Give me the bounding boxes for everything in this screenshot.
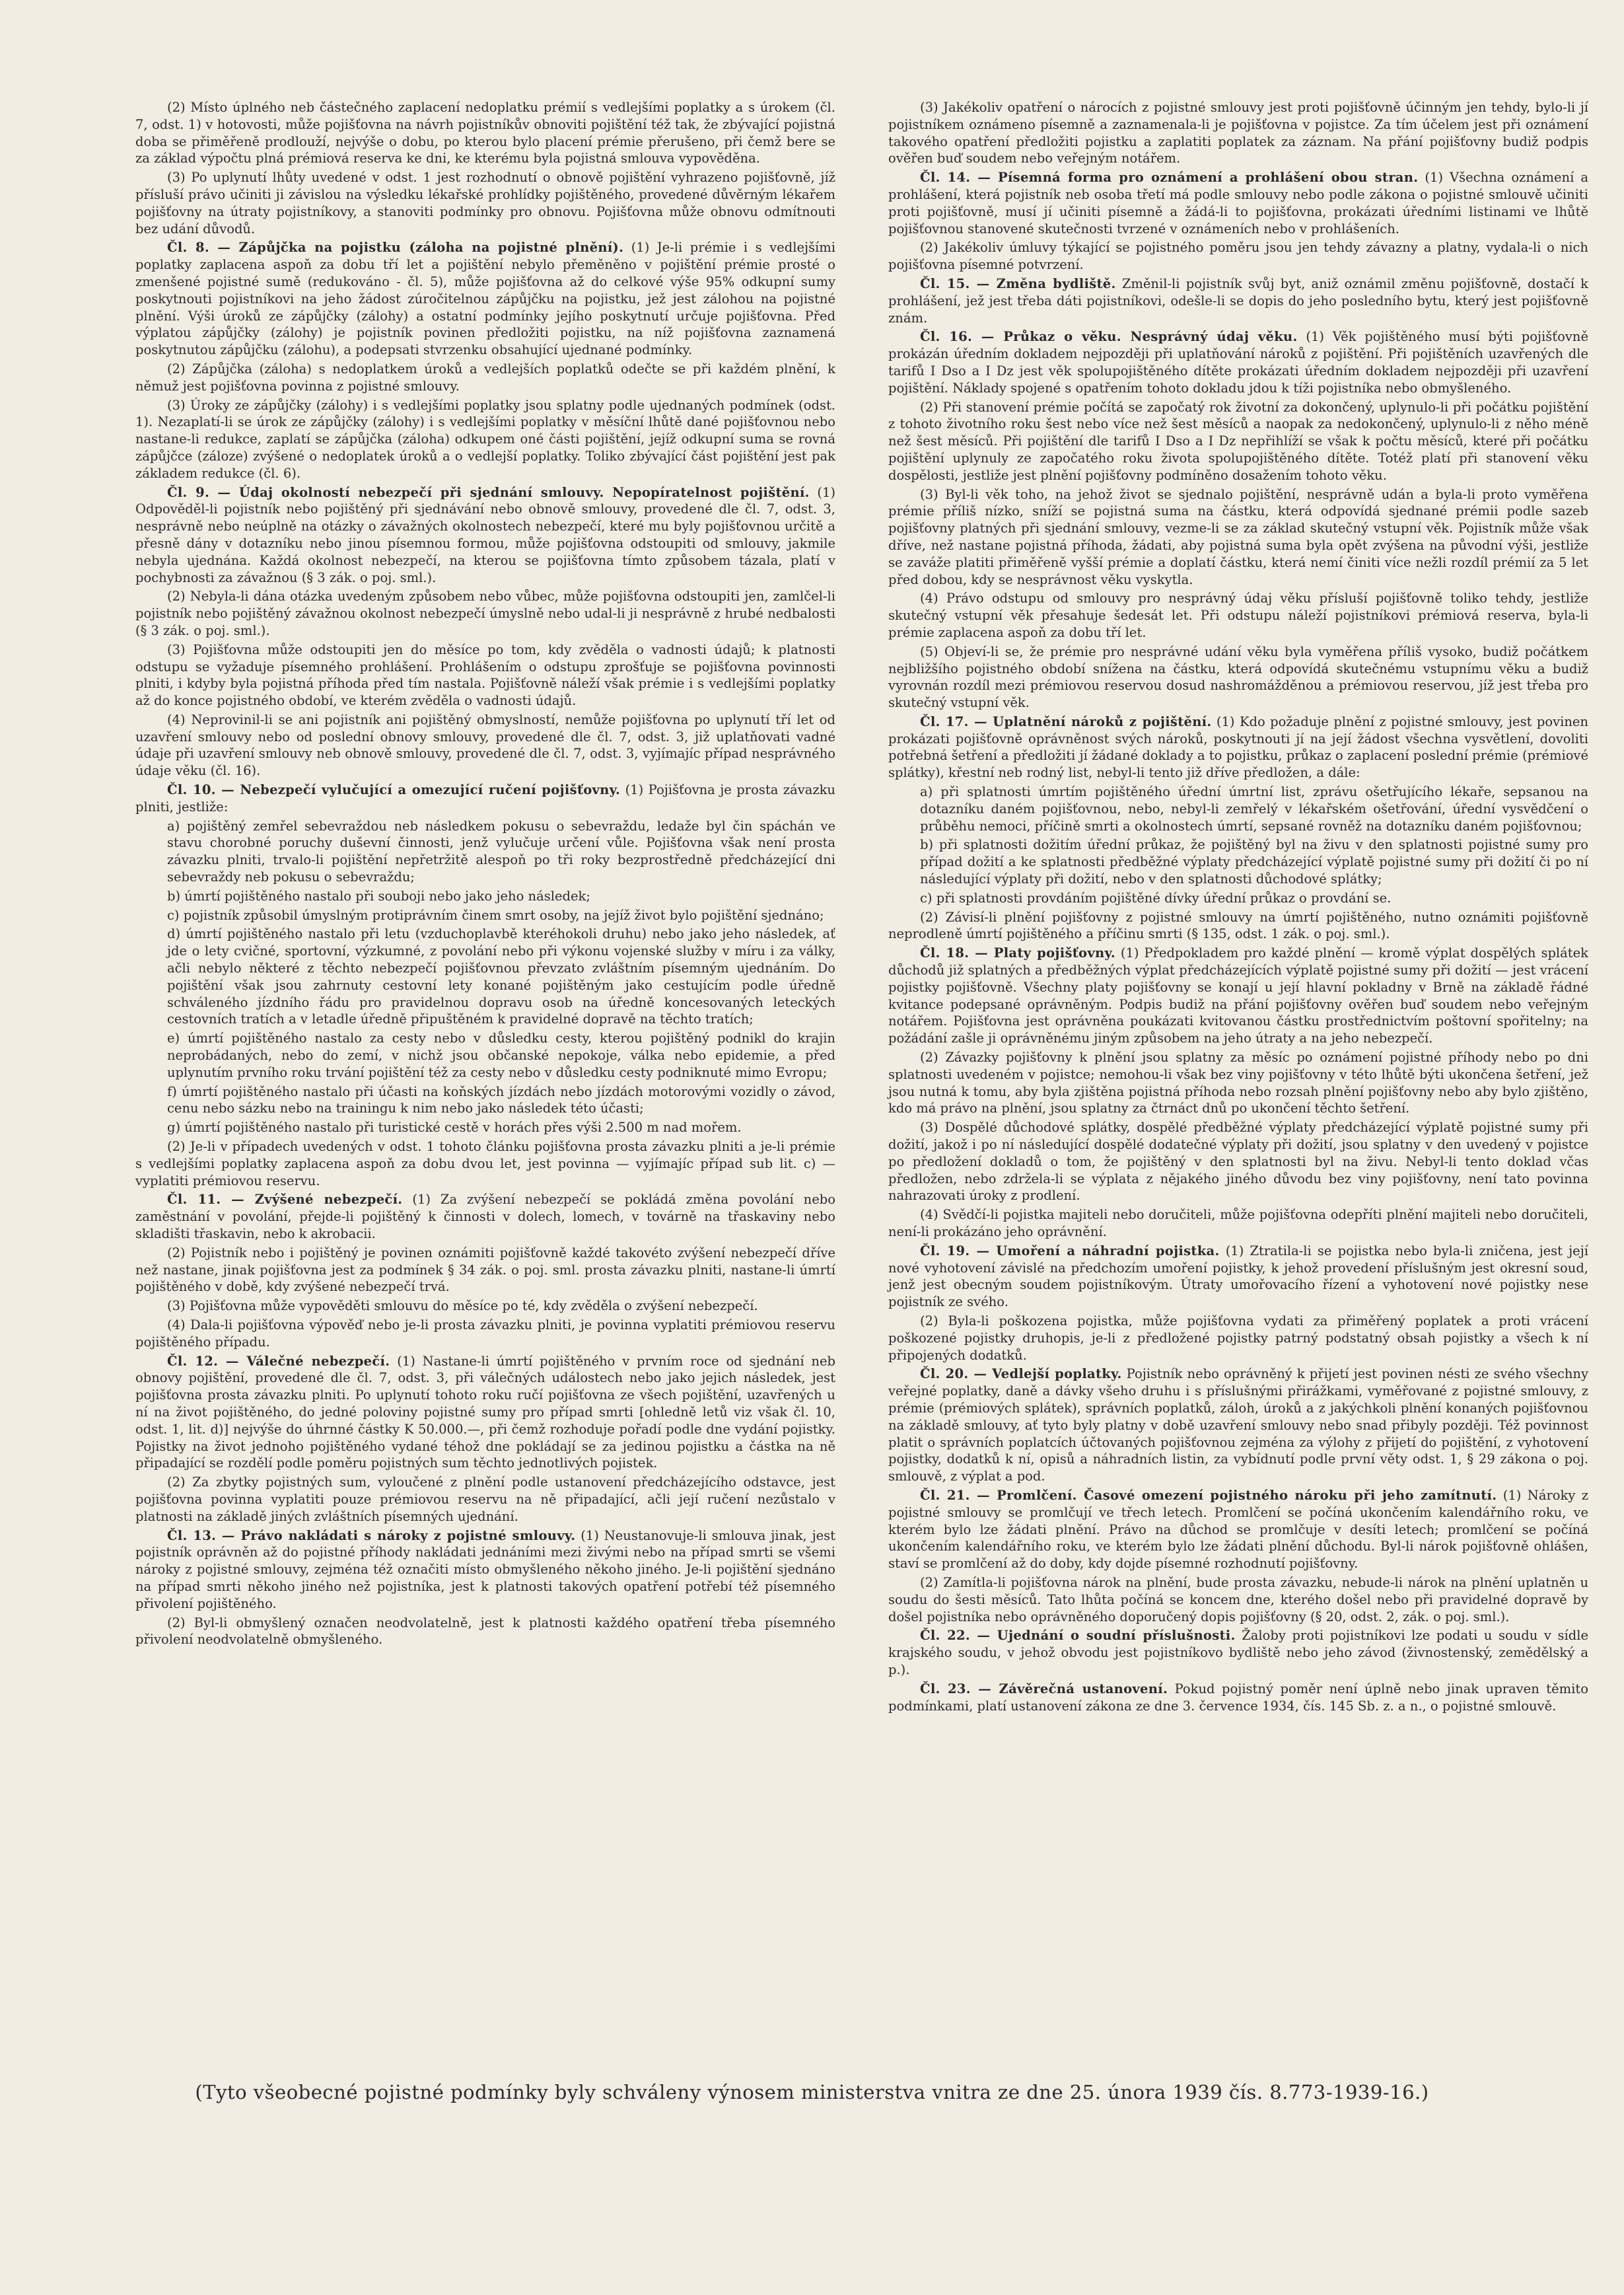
article-paragraph bbox=[888, 1627, 1588, 1678]
paragraph-text: (2) Místo úplného neb částečného zaplacení nedoplatku prémií s vedlejšími poplatky a s úrokem (čl. 7, odst. 1) v hotovosti, může pojišťovna na návrh pojistníkův obnoviti pojištění též tak, že zbývající pojistná doba se přiměřeně prodlouží, nejvýše o dobu, po kterou bylo placení prémie přerušeno, při čemž bere se za základ výpočtu plná prémiová reserva ke dni, ke kterému byla pojistná smlouva vypověděna. bbox=[135, 100, 835, 166]
paragraph-text: Pojistník nebo oprávněný k přijetí jest povinen nésti ze svého všechny veřejné poplatky, daně a dávky všeho druhu i s příslušnými přirážkami, vyměřované z pojistné smlouvy, z prémie (prémiových splátek), správních poplatků, záloh, úroků a z jakýchkoli plnění konaných pojišťovnou na základě smlouvy, ať tyto byly platny v době uzavření smlouvy nebo snad přibyly později. Též povinnost platit o správních poplatcích účtovaných pojišťovnou zejména za výlohy z přijetí do pojištění, z vyhotovení pojistky, dodatků k ní, opisů a náhradních listin, za vybídnutí podle první věty odst. 1, § 29 zákona o poj. smlouvě, z výplat a pod. bbox=[888, 1366, 1589, 1484]
paragraph-text: Změnil-li pojistník svůj byt, aniž oznámil změnu pojišťovně, dostačí k prohlášení, jež jest třeba dáti pojistníkovi, odešle-li se dopis do jeho posledního bytu, který jest pojišťovně znám. bbox=[888, 275, 1588, 326]
paragraph-text: (2) Při stanovení prémie počítá se započatý rok životní za dokončený, uplynulo-li při počátku pojištění z tohoto životního roku šest nebo více než šest měsíců a naopak za nedokončený, uplynulo-li z něho méně než šest měsíců. Při pojištění dle tarifů I Dso a I Dz nepřihlíží se však k počtu měsíců, které při počátku pojištění uplynuly ze započatého roku života spolupojištěného dítěte. Totéž platí při stanovení věku dospělosti, jestliže jest plnění pojišťovny podmíněno dosažením tohoto věku. bbox=[888, 399, 1588, 483]
article-heading: Čl. 19. — Umoření a náhradní pojistka. bbox=[920, 1243, 1220, 1258]
article-paragraph bbox=[135, 239, 835, 359]
list-item bbox=[135, 926, 835, 1028]
paragraph-text: (4) Neprovinil-li se ani pojistník ani pojištěný obmyslností, nemůže pojišťovna po uplynutí tří let od uzavření smlouvy nebo od poslední obnovy smlouvy, provedené dle čl. 7, odst. 3, již uplatňovati vadné údaje při uzavření smlouvy neb obnově smlouvy, provedené dle čl. 7, odst. 3, vyjímajíc případ nesprávného údaje věku (čl. 16). bbox=[135, 711, 835, 779]
paragraph-text: (2) Pojistník nebo i pojištěný je povinen oznámiti pojišťovně každé takovéto zvýšení nebezpečí dříve než nastane, jinak pojišťovna jest za podmínek § 34 zák. o poj. sml. prosta závazku plniti, nastane-li úmrtí pojištěného v době, kdy zvýšené nebezpečí trvá. bbox=[135, 1245, 835, 1295]
article-heading: Čl. 11. — Zvýšené nebezpečí. bbox=[167, 1192, 403, 1208]
paragraph-text: a) při splatnosti úmrtím pojištěného úřední úmrtní list, zprávu ošetřujícího lékaře, sepsanou na dotazníku daném pojišťovnou, nebo, nebyl-li zemřelý v lékařském ošetřování, úřední vysvědčení o průběhu nemoci, příčině smrti a okolnostech úmrtí, sepsané rovněž na dotazníku daném pojišťovnou; bbox=[920, 784, 1588, 834]
paragraph bbox=[888, 590, 1588, 641]
article-paragraph bbox=[888, 169, 1588, 237]
paragraph-text: c) pojistník způsobil úmyslným protiprávním činem smrt osoby, na jejíž život bylo pojištění sjednáno; bbox=[167, 907, 824, 923]
paragraph-text: (2) Závazky pojišťovny k plnění jsou splatny za měsíc po oznámení pojistné příhody nebo po dni splatnosti uvedeném v pojistce; nemohou-li však bez viny pojišťovny v této lhůtě býti ukončena šetření, jež jsou nutná k tomu, aby byla zjištěna pojistná příhoda nebo rozsah plnění pojišťovny nebo aby bylo zjištěno, kdo má právo na plnění, jsou splatny za čtrnáct dnů po ukončení těchto šetření. bbox=[888, 1050, 1588, 1116]
article-heading: Čl. 20. — Vedlejší poplatky. bbox=[920, 1366, 1122, 1382]
article-heading: Čl. 23. — Závěrečná ustanovení. bbox=[920, 1681, 1168, 1696]
list-item bbox=[135, 907, 835, 924]
list-item bbox=[888, 783, 1588, 834]
paragraph-text: (3) Úroky ze zápůjčky (zálohy) i s vedlejšími poplatky jsou splatny podle ujednaných podmínek (odst. 1). Nezaplatí-li se úrok ze zápůjčky (zálohy) i s vedlejšími poplatky v měsíční lhůtě dané pojišťovnou nebo nastane-li redukce, zaplatí se zápůjčka (záloha) odkupem oné části pojištění, jejíž odkupní suma se rovná zápůjčce (záloze) zvýšené o nedoplatek úroků a o vedlejší poplatky. Toliko zbývající část pojištění jest pak základem redukce (čl. 6). bbox=[135, 397, 835, 481]
paragraph bbox=[888, 1313, 1588, 1364]
paragraph bbox=[135, 1317, 835, 1351]
paragraph bbox=[888, 909, 1588, 943]
article-heading: Čl. 12. — Válečné nebezpečí. bbox=[167, 1353, 390, 1369]
article-paragraph bbox=[888, 328, 1588, 396]
paragraph bbox=[888, 399, 1588, 484]
paragraph-text: c) při splatnosti provdáním pojištěné dívky úřední průkaz o provdání se. bbox=[920, 890, 1392, 906]
paragraph-text: (3) Dospělé důchodové splátky, dospělé předběžné výplaty předcházející výplatě pojistné sumy při dožití, jakož i po ní následující dospělé dodatečné výplaty při dožití, jsou splatny v den uvedený v pojistce po předložení dokladů o tom, že pojištěný v den splatnosti byl na živu. Nebyl-li tento doklad včas předložen, nebo zdržela-li se výplata z nějakého jiného důvodu bez viny pojišťovny, není tato povinna nahrazovati úroky z prodlení. bbox=[888, 1120, 1588, 1204]
paragraph bbox=[135, 1615, 835, 1649]
paragraph-text: (2) Je-li v případech uvedených v odst. 1 tohoto článku pojišťovna prosta závazku plniti a je-li prémie s vedlejšími poplatky zaplacena aspoň za dobu dvou let, jest povinna — vyjímajíc případ sub lit. c) — vyplatiti prémiovou reservu. bbox=[135, 1139, 835, 1188]
list-item bbox=[888, 836, 1588, 887]
article-heading: Čl. 9. — Údaj okolností nebezpečí při sjednání smlouvy. Nepopíratelnost pojištění. bbox=[167, 484, 810, 500]
list-item bbox=[135, 1083, 835, 1118]
paragraph-text: (1) Všechna oznámení a prohlášení, která pojistník neb osoba třetí má podle smlouvy nebo podle zákona o pojistné smlouvě učiniti proti pojišťovně, musí jí učiniti písemně a žádá-li to pojišťovna, prokázati úředními listinami ve lhůtě pojišťovnou stanovené skutečnosti tvrzené v oznámeních nebo v prohlášeních. bbox=[888, 170, 1588, 237]
paragraph bbox=[888, 1206, 1588, 1241]
article-paragraph bbox=[888, 1243, 1588, 1311]
paragraph-text: (1) Věk pojištěného musí býti pojišťovně prokázán úředním dokladem nejpozději při uplatňování nároků z pojištění. Při pojištěních uzavřených dle tarifů I Dso a I Dz jest věk spolupojištěného dítěte prokázati úředním dokladem nejpozději při uzavření pojištění. Náklady spojené s opatřením tohoto dokladu jdou k tíži pojistníka nebo obmyšleného. bbox=[888, 329, 1588, 396]
article-heading: Čl. 14. — Písemná forma pro oznámení a prohlášení obou stran. bbox=[920, 170, 1419, 186]
article-heading: Čl. 8. — Zápůjčka na pojistku (záloha na pojistné plnění). bbox=[167, 240, 624, 256]
approval-footnote: (Tyto všeobecné pojistné podmínky byly schváleny výnosem ministerstva vnitra ze dne 25. února 1939 čís. 8.773-1939-16.) bbox=[195, 2081, 1429, 2103]
article-paragraph bbox=[888, 275, 1588, 326]
paragraph bbox=[888, 1119, 1588, 1204]
paragraph-text: (4) Právo odstupu od smlouvy pro nesprávný údaj věku přísluší pojišťovně toliko tehdy, jestliže skutečný vstupní věk přesahuje šedesát let. Při odstupu náleží pojistníkovi prémiová reserva, byla-li prémie zaplacena aspoň za dobu tří let. bbox=[888, 591, 1588, 640]
paragraph-text: (5) Objeví-li se, že prémie pro nesprávné udání věku byla vyměřena příliš vysoko, budiž počátkem nejbližšího pojistného období snížena na částku, která odpovídá skutečnému vstupnímu věku a budiž vyrovnán rozdíl mezi prémiovou reservou dosud nashromážděnou a prémiovou reservou, jíž jest třeba pro skutečný vstupní věk. bbox=[888, 643, 1588, 711]
paragraph bbox=[135, 361, 835, 395]
paragraph-text: (2) Zápůjčka (záloha) s nedoplatkem úroků a vedlejších poplatků odečte se při každém plnění, k němuž jest pojišťovna povinna z pojistné smlouvy. bbox=[135, 361, 835, 394]
article-heading: Čl. 18. — Platy pojišťovny. bbox=[920, 945, 1115, 961]
article-paragraph bbox=[888, 1366, 1588, 1485]
paragraph bbox=[135, 588, 835, 639]
article-paragraph bbox=[888, 1681, 1588, 1715]
list-item bbox=[135, 818, 835, 886]
paragraph-text: (1) Nastane-li úmrtí pojištěného v prvním roce od sjednání neb obnovy pojištění, provedené dle čl. 7, odst. 3, při válečných událostech nebo jako jejich následek, jest pojišťovna prosta závazku plniti. Po uplynutí tohoto roku ručí pojišťovna ze všech pojištění, uzavřených u ní na život pojištěného, do jedné poloviny pojistné sumy pro případ smrti [ohledně letů viz však čl. 10, odst. 1, lit. d)] nejvýše do úhrnné částky K 50.000.—, při čemž rozhoduje pořadí podle dne vydání pojistky. Pojistky na život jednoho pojištěného vydané téhož dne pokládají se za jedinou pojistku a částka na ně připadající se rozdělí podle poměru pojistných sum těchto jednotlivých pojistek. bbox=[135, 1353, 835, 1471]
paragraph-text: (2) Nebyla-li dána otázka uvedeným způsobem nebo vůbec, může pojišťovna odstoupiti jen, zamlčel-li pojistník nebo pojištěný závažnou okolnost nebezpečí úmyslně nebo udal-li ji nesprávně z hrubé nedbalosti (§ 3 zák. o poj. sml.). bbox=[135, 589, 835, 638]
paragraph-text: e) úmrtí pojištěného nastalo za cesty nebo v důsledku cesty, kterou pojištěný podnikl do krajin neprobádaných, nebo do zemí, v nichž jsou občanské nepokoje, válka nebo epidemie, a před uplynutím prvního roku trvání pojištění též za cesty nebo v důsledku cesty podniknuté mimo Evropu; bbox=[167, 1031, 835, 1080]
list-item bbox=[888, 890, 1588, 907]
paragraph bbox=[888, 1574, 1588, 1625]
paragraph-text: Žaloby proti pojistníkovi lze podati u soudu v sídle krajského soudu, v jehož obvodu jest pojistníkovo bydliště nebo jeho závod (živnostenský, zemědělský a p.). bbox=[888, 1628, 1588, 1677]
paragraph-text: d) úmrtí pojištěného nastalo při letu (vzduchoplavbě kteréhokoli druhu) nebo jako jeho následek, ať jde o lety cvičné, sportovní, výzkumné, z povolání nebo při výkonu vojenské služby v míru i za války, ačli nebylo některé z těchto nebezpečí pojišťovnou převzato zvláštním písemným ujednáním. Do pojištění však jsou zahrnuty cestovní lety konané pojištěným jako cestujícím podle úředně schváleného jízdního řádu pro pravidelnou dopravu osob na úředně koncesovaných leteckých cestovních tratích a v letadle úředně připuštěném k pravidelné dopravě na těchto tratích; bbox=[167, 926, 835, 1027]
article-heading: Čl. 21. — Promlčení. Časové omezení pojistného nároku při jeho zamítnutí. bbox=[920, 1487, 1497, 1503]
paragraph bbox=[888, 99, 1588, 167]
paragraph-text: (1) Ztratila-li se pojistka nebo byla-li zničena, jest její nové vyhotovení závislé na předchozím umoření pojistky, k jehož provedení příslušným jest okresní soud, jenž jest obecným soudem pojistníkovým. Útraty umořovacího řízení a vyhotovení nové pojistky nese pojistník ze svého. bbox=[888, 1243, 1588, 1310]
list-item bbox=[135, 1030, 835, 1081]
paragraph-text: (2) Závisí-li plnění pojišťovny z pojistné smlouvy na úmrtí pojištěného, nutno oznámiti pojišťovně neprodleně úmrtí pojištěného a příčinu smrti (§ 135, odst. 1 zák. o poj. sml.). bbox=[888, 909, 1588, 942]
paragraph-text: (2) Zamítla-li pojišťovna nárok na plnění, bude prosta závazku, nebude-li nárok na plnění uplatněn u soudu do šesti měsíců. Tato lhůta počíná se koncem dne, kterého došel nebo při pravidelné dopravě by došel pojistníka nebo oprávněného doporučený dopis pojišťovny (§ 20, odst. 2, zák. o poj. sml.). bbox=[888, 1574, 1588, 1624]
paragraph-text: (1) Pojišťovna je prosta závazku plniti, jestliže: bbox=[135, 782, 835, 815]
paragraph-text: (1) Neustanovuje-li smlouva jinak, jest pojistník oprávněn až do pojistné příhody nakládati jednáními mezi živými nebo na případ smrti se všemi nároky z pojistné smlouvy, zejména též označiti místo obmyšleného někoho jiného. Je-li pojištění sjednáno na případ smrti někoho jiného než pojistníka, jest k platnosti takových opatření potřebí též písemného přivolení pojištěného. bbox=[135, 1527, 836, 1611]
paragraph-text: (1) Odpověděl-li pojistník nebo pojištěný při sjednávání nebo obnově smlouvy, provedené dle čl. 7, odst. 3, nesprávně nebo neúplně na otázky o závažných okolnostech nebezpečí, které mu byly pojišťovnou určitě a přesně dány v dotazníku nebo jinou písemnou formou, může pojišťovna odstoupiti od smlouvy, jakmile nebyla ujednána. Každá okolnost nebezpečí, na kterou se pojišťovna tímto způsobem tázala, platí v pochybnosti za závažnou (§ 3 zák. o poj. sml.). bbox=[135, 484, 836, 585]
article-paragraph bbox=[135, 1527, 835, 1613]
paragraph bbox=[888, 239, 1588, 273]
left-column bbox=[135, 99, 835, 1650]
article-paragraph bbox=[888, 1487, 1588, 1572]
paragraph-text: (3) Byl-li věk toho, na jehož život se sjednalo pojištění, nesprávně udán a byla-li proto vyměřena prémie příliš nízko, sníží se pojistná suma na částku, která odpovídá sjednané prémii podle sazeb pojišťovny platných při sjednání smlouvy, vezme-li se za základ skutečný vstupní věk. Pojistník může však dříve, než nastane pojistná příhoda, žádati, aby pojistná suma byla opět zvýšena na původní výši, jestliže se zaváže platiti přiměřeně vyšší prémie a doplatí částku, která nemí činiti více nežli rozdíl prémií za 5 let před dobou, kdy se nesprávnost věku vyskytla. bbox=[888, 486, 1588, 587]
paragraph bbox=[888, 1049, 1588, 1117]
article-heading: Čl. 15. — Změna bydliště. bbox=[920, 275, 1116, 291]
article-heading: Čl. 17. — Uplatnění nároků z pojištění. bbox=[920, 713, 1212, 729]
article-heading: Čl. 10. — Nebezpečí vylučující a omezující ručení pojišťovny. bbox=[167, 782, 621, 798]
paragraph bbox=[888, 486, 1588, 589]
paragraph-text: (2) Jakékoliv úmluvy týkající se pojistného poměru jsou jen tehdy závazny a platny, vydala-li o nich pojišťovna písemné potvrzení. bbox=[888, 240, 1588, 273]
paragraph-text: Pokud pojistný poměr není úplně nebo jinak upraven těmito podmínkami, platí ustanovení zákona ze dne 3. července 1934, čís. 145 Sb. z. a n., o pojistné smlouvě. bbox=[888, 1681, 1588, 1714]
paragraph bbox=[135, 711, 835, 780]
paragraph-text: (1) Nároky z pojistné smlouvy se promlčují ve třech letech. Promlčení se počíná ukončením kalendářního roku, ve kterém bylo lze žádati plnění. Právo na důchod se promlčuje v desíti letech; promlčení se počíná ukončením kalendářního roku, ve kterém bylo lze žádati plnění důchodu. Byl-li nárok pojišťovně ohlášen, staví se promlčení až do doby, kdy dojde písemné rozhodnutí pojišťovny. bbox=[888, 1487, 1588, 1572]
article-heading: Čl. 13. — Právo nakládati s nároky z pojistné smlouvy. bbox=[167, 1527, 576, 1543]
article-paragraph bbox=[135, 1191, 835, 1242]
article-paragraph bbox=[135, 782, 835, 816]
paragraph-text: (4) Svědčí-li pojistka majiteli nebo doručiteli, může pojišťovna odepříti plnění majiteli nebo doručiteli, není-li prokázáno jeho oprávnění. bbox=[888, 1207, 1588, 1239]
list-item bbox=[135, 1119, 835, 1136]
paragraph-text: b) úmrtí pojištěného nastalo při souboji nebo jako jeho následek; bbox=[167, 888, 590, 904]
paragraph bbox=[135, 641, 835, 710]
right-column bbox=[888, 99, 1588, 1716]
paragraph-text: a) pojištěný zemřel sebevraždou neb následkem pokusu o sebevraždu, ledaže byl čin spáchán ve stavu chorobné poruchy duševní činnosti, jenž vylučuje určení vůle. Pojišťovna však není prosta závazku plniti, trvalo-li pojištění nepřetržitě alespoň po tři roky bezprostředně předcházející dni sebevraždy neb pokusu o sebevraždu; bbox=[167, 818, 835, 885]
paragraph-text: (1) Kdo požaduje plnění z pojistné smlouvy, jest povinen prokázati pojišťovně oprávněnost svých nároků, poskytnouti jí na její žádost všechna vysvětlení, dovoliti potřebná šetření a předložiti jí žádané doklady a to pojistku, průkaz o zaplacení poslední prémie (prémiové splátky), křestní neb rodný list, nebyl-li tento již dříve předložen, a dále: bbox=[888, 713, 1588, 781]
paragraph bbox=[135, 397, 835, 482]
paragraph-text: (2) Byla-li poškozena pojistka, může pojišťovna vydati za přiměřený poplatek a proti vrácení poškozené pojistky druhopis, je-li z předložené pojistky patrný podstatný obsah pojistky a všech k ní připojených dodatků. bbox=[888, 1313, 1588, 1363]
paragraph bbox=[135, 169, 835, 237]
paragraph bbox=[135, 1297, 835, 1315]
paragraph-text: (4) Dala-li pojišťovna výpověď nebo je-li prosta závazku plniti, je povinna vyplatiti prémiovou reservu pojištěného případu. bbox=[135, 1317, 835, 1350]
article-paragraph bbox=[888, 713, 1588, 782]
article-paragraph bbox=[135, 484, 835, 587]
paragraph bbox=[135, 1474, 835, 1525]
article-heading: Čl. 22. — Ujednání o soudní příslušnosti. bbox=[920, 1628, 1236, 1644]
paragraph-text: (1) Je-li prémie i s vedlejšími poplatky zaplacena aspoň za dobu tří let a pojištění nebylo přeměněno v pojištění prémie prosté o zmenšené pojistné sumě (redukováno - čl. 5), může pojišťovna až do celkové výše 95% odkupní sumy poskytnouti pojistníkovi na jeho žádost zúročitelnou zápůjčku na pojistku, jež jest zálohou na pojistné plnění. Výši úroků ze zápůjčky (zálohy) a ostatní podmínky jejího poskytnutí určuje pojišťovna. Před výplatou zápůjčky (zálohy) je pojistník povinen předložiti pojistku, na níž pojišťovna zaznamená poskytnutou zápůjčku (zálohu), a podepsati stvrzenku obsahující ujednané podmínky. bbox=[135, 240, 835, 358]
paragraph bbox=[135, 1245, 835, 1295]
paragraph-text: (2) Za zbytky pojistných sum, vyloučené z plnění podle ustanovení předcházejícího odstavce, jest pojišťovna povinna vyplatiti pouze prémiovou reservu na ně připadající, ačli její ručení nezůstalo v platnosti na základě jiných zvláštních písemných ujednání. bbox=[135, 1475, 835, 1524]
paragraph-text: f) úmrtí pojištěného nastalo při účasti na koňských jízdách nebo jízdách motorovými vozidly o závod, cenu nebo sázku nebo na trainingu k nim nebo jako následek této účasti; bbox=[167, 1083, 835, 1116]
paragraph-text: (2) Byl-li obmyšlený označen neodvolatelně, jest k platnosti každého opatření třeba písemného přivolení neodvolatelně obmyšleného. bbox=[135, 1615, 835, 1648]
paragraph-text: (1) Předpokladem pro každé plnění — kromě výplat dospělých splátek důchodů již splatných a předběžných výplat předcházejících výplatě pojistné sumy při dožití — jest vrácení pojistky pojišťovně. Všechny platy pojišťovny se konají u její hlavní pokladny v Brně na základě řádné kvitance podepsané oprávněným. Podpis budiž na přání pojišťovny ověřen buď soudem nebo veřejným notářem. Pojišťovna jest oprávněna poukázati kvitovanou částku prostřednictvím poštovní spořitelny; na požádání zašle ji oprávněnému jiným způsobem na jeho útraty a na jeho nebezpečí. bbox=[888, 945, 1588, 1046]
list-item bbox=[135, 888, 835, 905]
article-paragraph bbox=[888, 945, 1588, 1047]
article-heading: Čl. 16. — Průkaz o věku. Nesprávný údaj věku. bbox=[920, 329, 1298, 345]
paragraph-text: b) při splatnosti dožitím úřední průkaz, že pojištěný byl na živu v den splatnosti pojistné sumy pro případ dožití a ke splatnosti předběžné výplaty předcházející výplatě pojistné sumy při dožití či po ní následující výplaty při dožití, nebo v den splatnosti důchodové splátky; bbox=[920, 837, 1588, 887]
paragraph-text: (3) Jakékoliv opatření o nárocích z pojistné smlouvy jest proti pojišťovně účinným jen tehdy, bylo-li jí pojistníkem oznámeno písemně a zaznamenala-li je pojišťovna v pojistce. Za tím účelem jest při oznámení takového opatření předložiti pojistku a zaplatiti poplatek za záznam. Na přání pojišťovny budiž podpis ověřen buď soudem nebo veřejným notářem. bbox=[888, 100, 1588, 166]
paragraph-text: g) úmrtí pojištěného nastalo při turistické cestě v horách přes výši 2.500 m nad mořem. bbox=[167, 1120, 742, 1136]
paragraph-text: (3) Pojišťovna může odstoupiti jen do měsíce po tom, kdy zvěděla o vadnosti údajů; k platnosti odstupu se vyžaduje písemného prohlášení. Prohlášením o odstupu zprošťuje se pojišťovna povinnosti plniti, i kdyby byla pojistná příhoda před tím nastala. Pojišťovně náleží však prémie i s vedlejšími poplatky až do konce pojistného období, ve kterém zvěděla o vadnosti údajů. bbox=[135, 641, 835, 709]
paragraph bbox=[135, 1138, 835, 1189]
paragraph bbox=[135, 99, 835, 167]
paragraph-text: (3) Pojišťovna může vypověděti smlouvu do měsíce po té, kdy zvěděla o zvýšení nebezpečí. bbox=[167, 1298, 758, 1314]
paragraph-text: (1) Za zvýšení nebezpečí se pokládá změna povolání nebo zaměstnání v povolání, přejde-li pojištěný k činnosti v dolech, lomech, v továrně na třaskaviny nebo skladišti třaskavin, nebo k akrobacii. bbox=[135, 1192, 835, 1241]
article-paragraph bbox=[135, 1353, 835, 1473]
paragraph bbox=[888, 643, 1588, 711]
paragraph-text: (3) Po uplynutí lhůty uvedené v odst. 1 jest rozhodnutí o obnově pojištění vyhrazeno pojišťovně, jíž přísluší právo učiniti ji závislou na výsledku lékařské prohlídky pojištěného, provedené důvěrným lékařem pojišťovny na útraty pojistníkovy, a stanoviti podmínky pro obnovu. Pojišťovna může obnovu odmítnouti bez udání důvodů. bbox=[135, 170, 835, 237]
